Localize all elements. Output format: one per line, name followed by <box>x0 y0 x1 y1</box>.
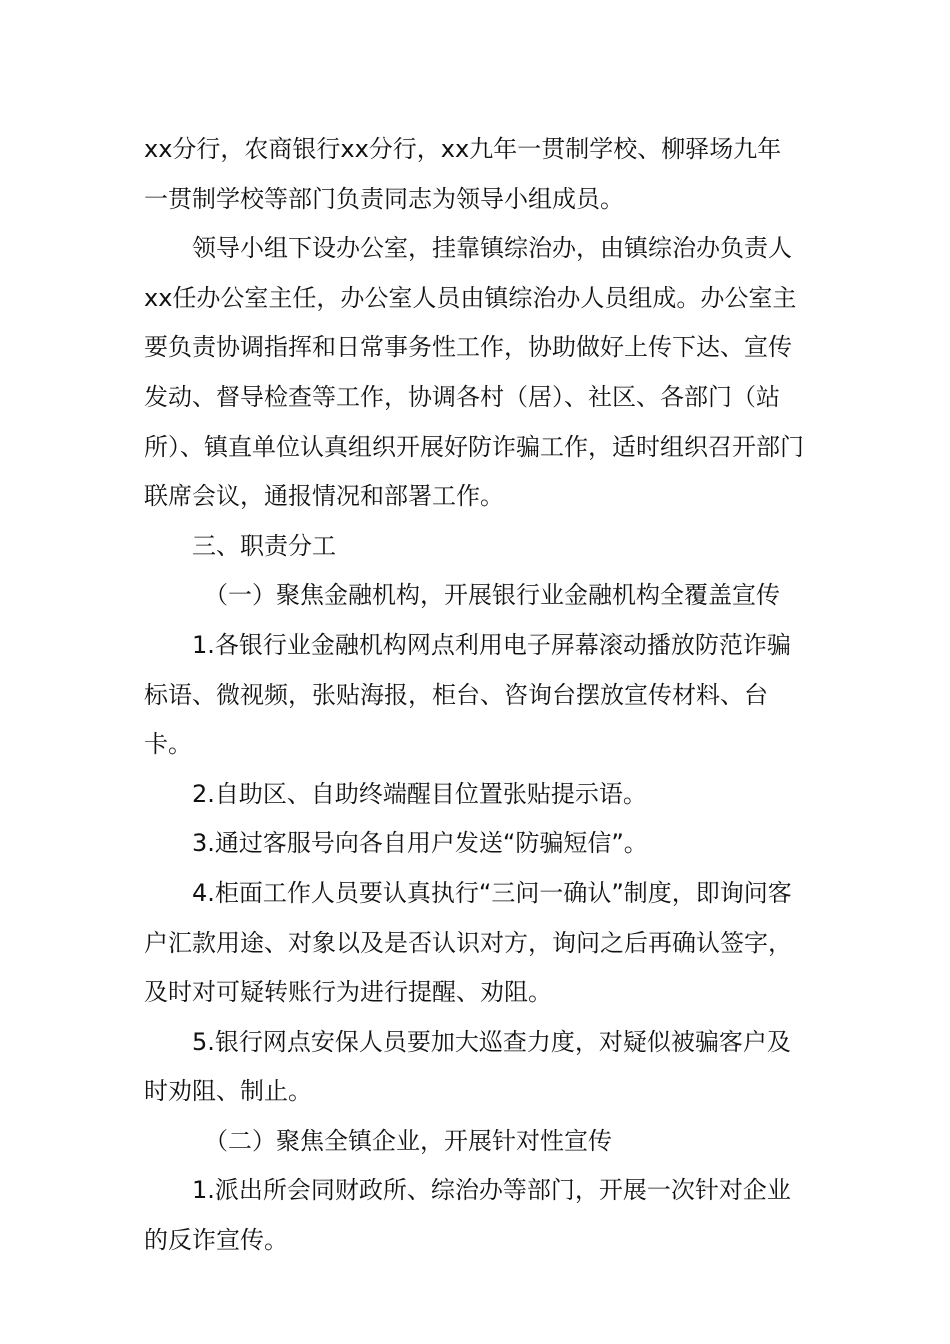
list-item-financial-1: 1.各银行业金融机构网点利用电子屏幕滚动播放防范诈骗标语、微视频，张贴海报，柜台、咨询台摆放宣传材料、台卡。 <box>144 630 791 759</box>
list-item-enterprise-1: 1.派出所会同财政所、综治办等部门，开展一次针对企业的反诈宣传。 <box>144 1176 791 1255</box>
paragraph-office-setup: 领导小组下设办公室，挂靠镇综治办，由镇综治办负责人xx任办公室主任，办公室人员由镇综治办人员组成。办公室主要负责协调指挥和日常事务性工作，协助做好上传下达、宣传发动、督导检查等工作，协调各村（居）、社区、各部门（站所）、镇直单位认真组织开展好防诈骗工作，适时组织召开部门联席会议，通报情况和部署工作。 <box>144 234 804 511</box>
document-body <box>144 125 804 1266</box>
list-item-financial-5: 5.银行网点安保人员要加大巡查力度，对疑似被骗客户及时劝阻、制止。 <box>144 1027 791 1106</box>
subsection-heading-financial: （一）聚焦金融机构，开展银行业金融机构全覆盖宣传 <box>204 581 780 610</box>
list-item-financial-4: 4.柜面工作人员要认真执行“三问一确认”制度，即询问客户汇款用途、对象以及是否认识对方，询问之后再确认签字，及时对可疑转账行为进行提醒、劝阻。 <box>144 878 792 1007</box>
section-heading-responsibilities: 三、职责分工 <box>192 531 336 560</box>
subsection-heading-enterprise: （二）聚焦全镇企业，开展针对性宣传 <box>204 1126 612 1155</box>
list-item-financial-3: 3.通过客服号向各自用户发送“防骗短信”。 <box>192 829 648 858</box>
paragraph-committee-members: xx分行，农商银行xx分行，xx九年一贯制学校、柳驿场九年一贯制学校等部门负责同志为领导小组成员。 <box>144 135 782 213</box>
list-item-financial-2: 2.自助区、自助终端醒目位置张贴提示语。 <box>192 779 647 808</box>
